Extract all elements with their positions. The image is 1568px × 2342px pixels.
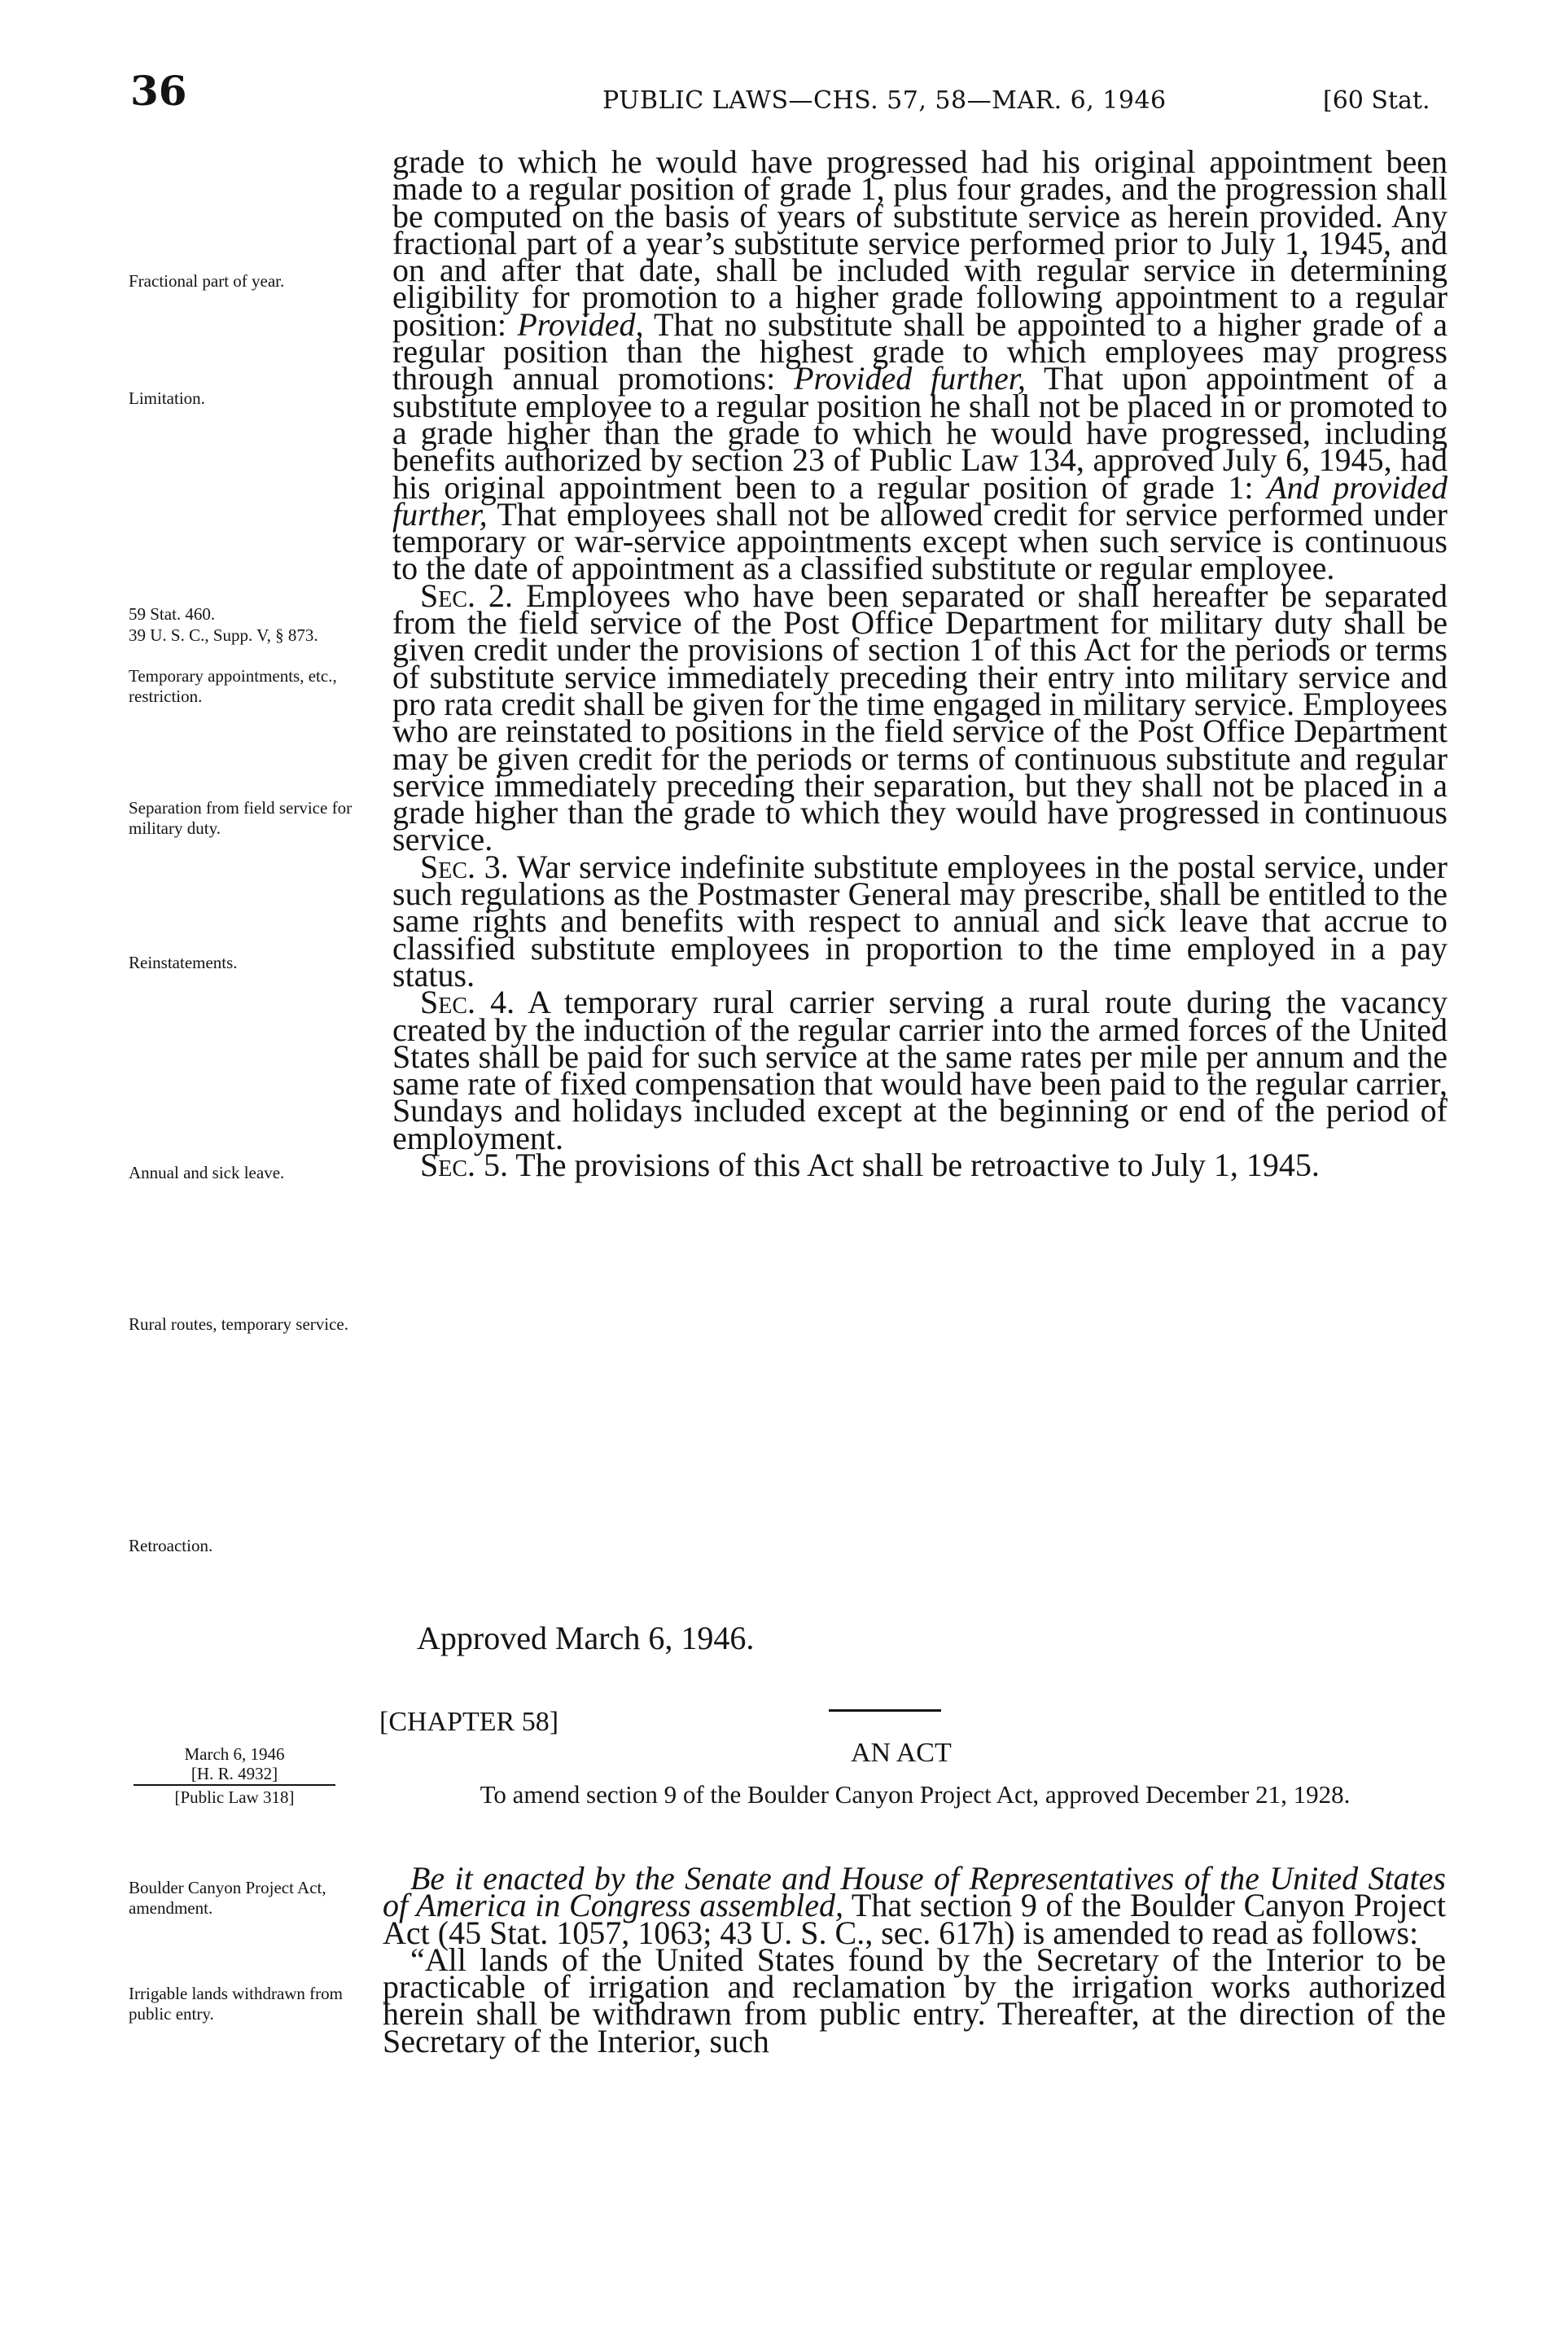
proviso-italic: Provided, [517,305,644,343]
enacting-italic: Be it enacted by the Senate and House of Representatives of the United States of America in Congress assembled, [383,1860,1446,1924]
act-purpose: To amend section 9 of the Boulder Canyon Project Act, approved December 21, 1928. [480,1780,1351,1809]
margin-note-limitation: Limitation. [129,388,205,408]
margin-note-boulder-canyon: Boulder Canyon Project Act, amendment. [129,1878,326,1918]
margin-note-usc-reference: 39 U. S. C., Supp. V, § 873. [129,625,318,645]
paragraph-text: grade to which he would have progressed had his original appointment been made to a regular position of grade 1, plus four grades, and the progression shall be computed on the basis of years of substitute service as herein provided. Any fractional part of a year’s substitute service performed prior to July 1, 1945, and on and after that date, shall be included with regular service in determining eligibility for promotion to a higher grade following appointment to a regular position: [392,143,1448,343]
bill-info [129,1744,340,1807]
chapter57-body [392,143,1448,1183]
chapter-58-heading: [CHAPTER 58] [379,1707,559,1737]
section-3-label: Sec. 3. [420,848,509,885]
margin-note-reinstatements: Reinstatements. [129,953,238,972]
section-2-text: Employees who have been separated or shall hereafter be separated from the field service of the Post Office Department for military duty shall be given credit under the provisions of section 1 of this Act for the periods or terms of substitute service immediately preceding their entry into military service and pro rata credit shall be given for the time engaged in military service. Employees who are reinstated to positions in the field service of the Post Office Department may be given credit for the periods or terms of continuous substitute and regular service immediately preceding their separation, but they shall not be placed in a grade higher than the grade to which they would have progressed in continuous service. [392,577,1448,858]
section-4-label: Sec. 4. [420,984,515,1021]
paragraph-text: That upon appointment of a substitute employee to a regular position he shall not be placed in or promoted to a grade higher than the grade to which he would have progressed, including benefits authorized by section 23 of Public Law 134, approved July 6, 1945, had his original appointment been to a regular position of grade 1: [392,360,1448,506]
section-5-text: The provisions of this Act shall be retroactive to July 1, 1945. [508,1146,1320,1183]
margin-note-rural-routes: Rural routes, temporary service. [129,1314,348,1334]
paragraph-text: That employees shall not be allowed credit for service performed under temporary or war-service appointments except when such service is continuous to the date of appointment as a classified substitute or regular employee. [392,495,1448,587]
section-3-text: War service indefinite substitute employees in the postal service, under such regulations as the Postmaster General may prescribe, shall be entitled to the same rights and benefits with respect to annual and sick leave that accrue to classified substitute employees in proportion to the time employed in a pay status. [392,848,1448,993]
section-4-text: A temporary rural carrier serving a rural route during the vacancy created by the induction of the regular carrier into the armed forces of the United States shall be paid for such service at the same rates per mile per annum and the same rate of fixed compensation that would have been paid to the regular carrier, Sundays and holidays included except at the beginning or end of the period of employment. [392,984,1448,1156]
enacting-text: That section 9 of the Boulder Canyon Project Act (45 Stat. 1057, 1063; 43 U. S. C., sec. 617h) is amended to read as follows: [383,1887,1446,1951]
bill-date: March 6, 1946 [184,1744,285,1764]
margin-note-separation: Separation from field service for military duty. [129,798,353,838]
section-2-label: Sec. 2. [420,577,513,614]
margin-note-fractional: Fractional part of year. [129,271,285,291]
public-law-number: [Public Law 318] [174,1787,295,1807]
margin-note-retroaction: Retroaction. [129,1536,213,1555]
margin-note-irrigable-lands: Irrigable lands withdrawn from public entry. [129,1984,344,2024]
enacting-clause [383,1860,1446,2059]
paragraph-text: That no substitute shall be appointed to a higher grade of a regular position than the highest grade to which employees may progress through annual promotions: [392,305,1448,397]
volume-reference: [60 Stat. [1323,86,1430,115]
bill-number: [H. R. 4932] [191,1764,278,1783]
bill-divider [134,1784,335,1786]
margin-note-temporary-appointments: Temporary appointments, etc., restriction. [129,666,337,706]
divider-rule [829,1709,941,1712]
margin-note-annual-leave: Annual and sick leave. [129,1163,285,1182]
proviso-italic: And provided further, [392,468,1448,533]
proviso-italic: Provided further, [794,360,1026,397]
section-5-label: Sec. 5. [420,1146,509,1183]
running-head: PUBLIC LAWS—CHS. 57, 58—MAR. 6, 1946 [602,86,1167,115]
quoted-section-text: “All lands of the United States found by the Secretary of the Interior to be practicable of irrigation and reclamation by the irrigation works authorized herein shall be withdrawn from public entry. Thereafter, at the direction of the Secretary of the Interior, such [383,1941,1446,2059]
act-heading: AN ACT [851,1738,952,1768]
margin-note-stat-reference: 59 Stat. 460. [129,604,216,624]
approval-date: Approved March 6, 1946. [417,1620,755,1656]
page-number: 36 [130,67,187,115]
